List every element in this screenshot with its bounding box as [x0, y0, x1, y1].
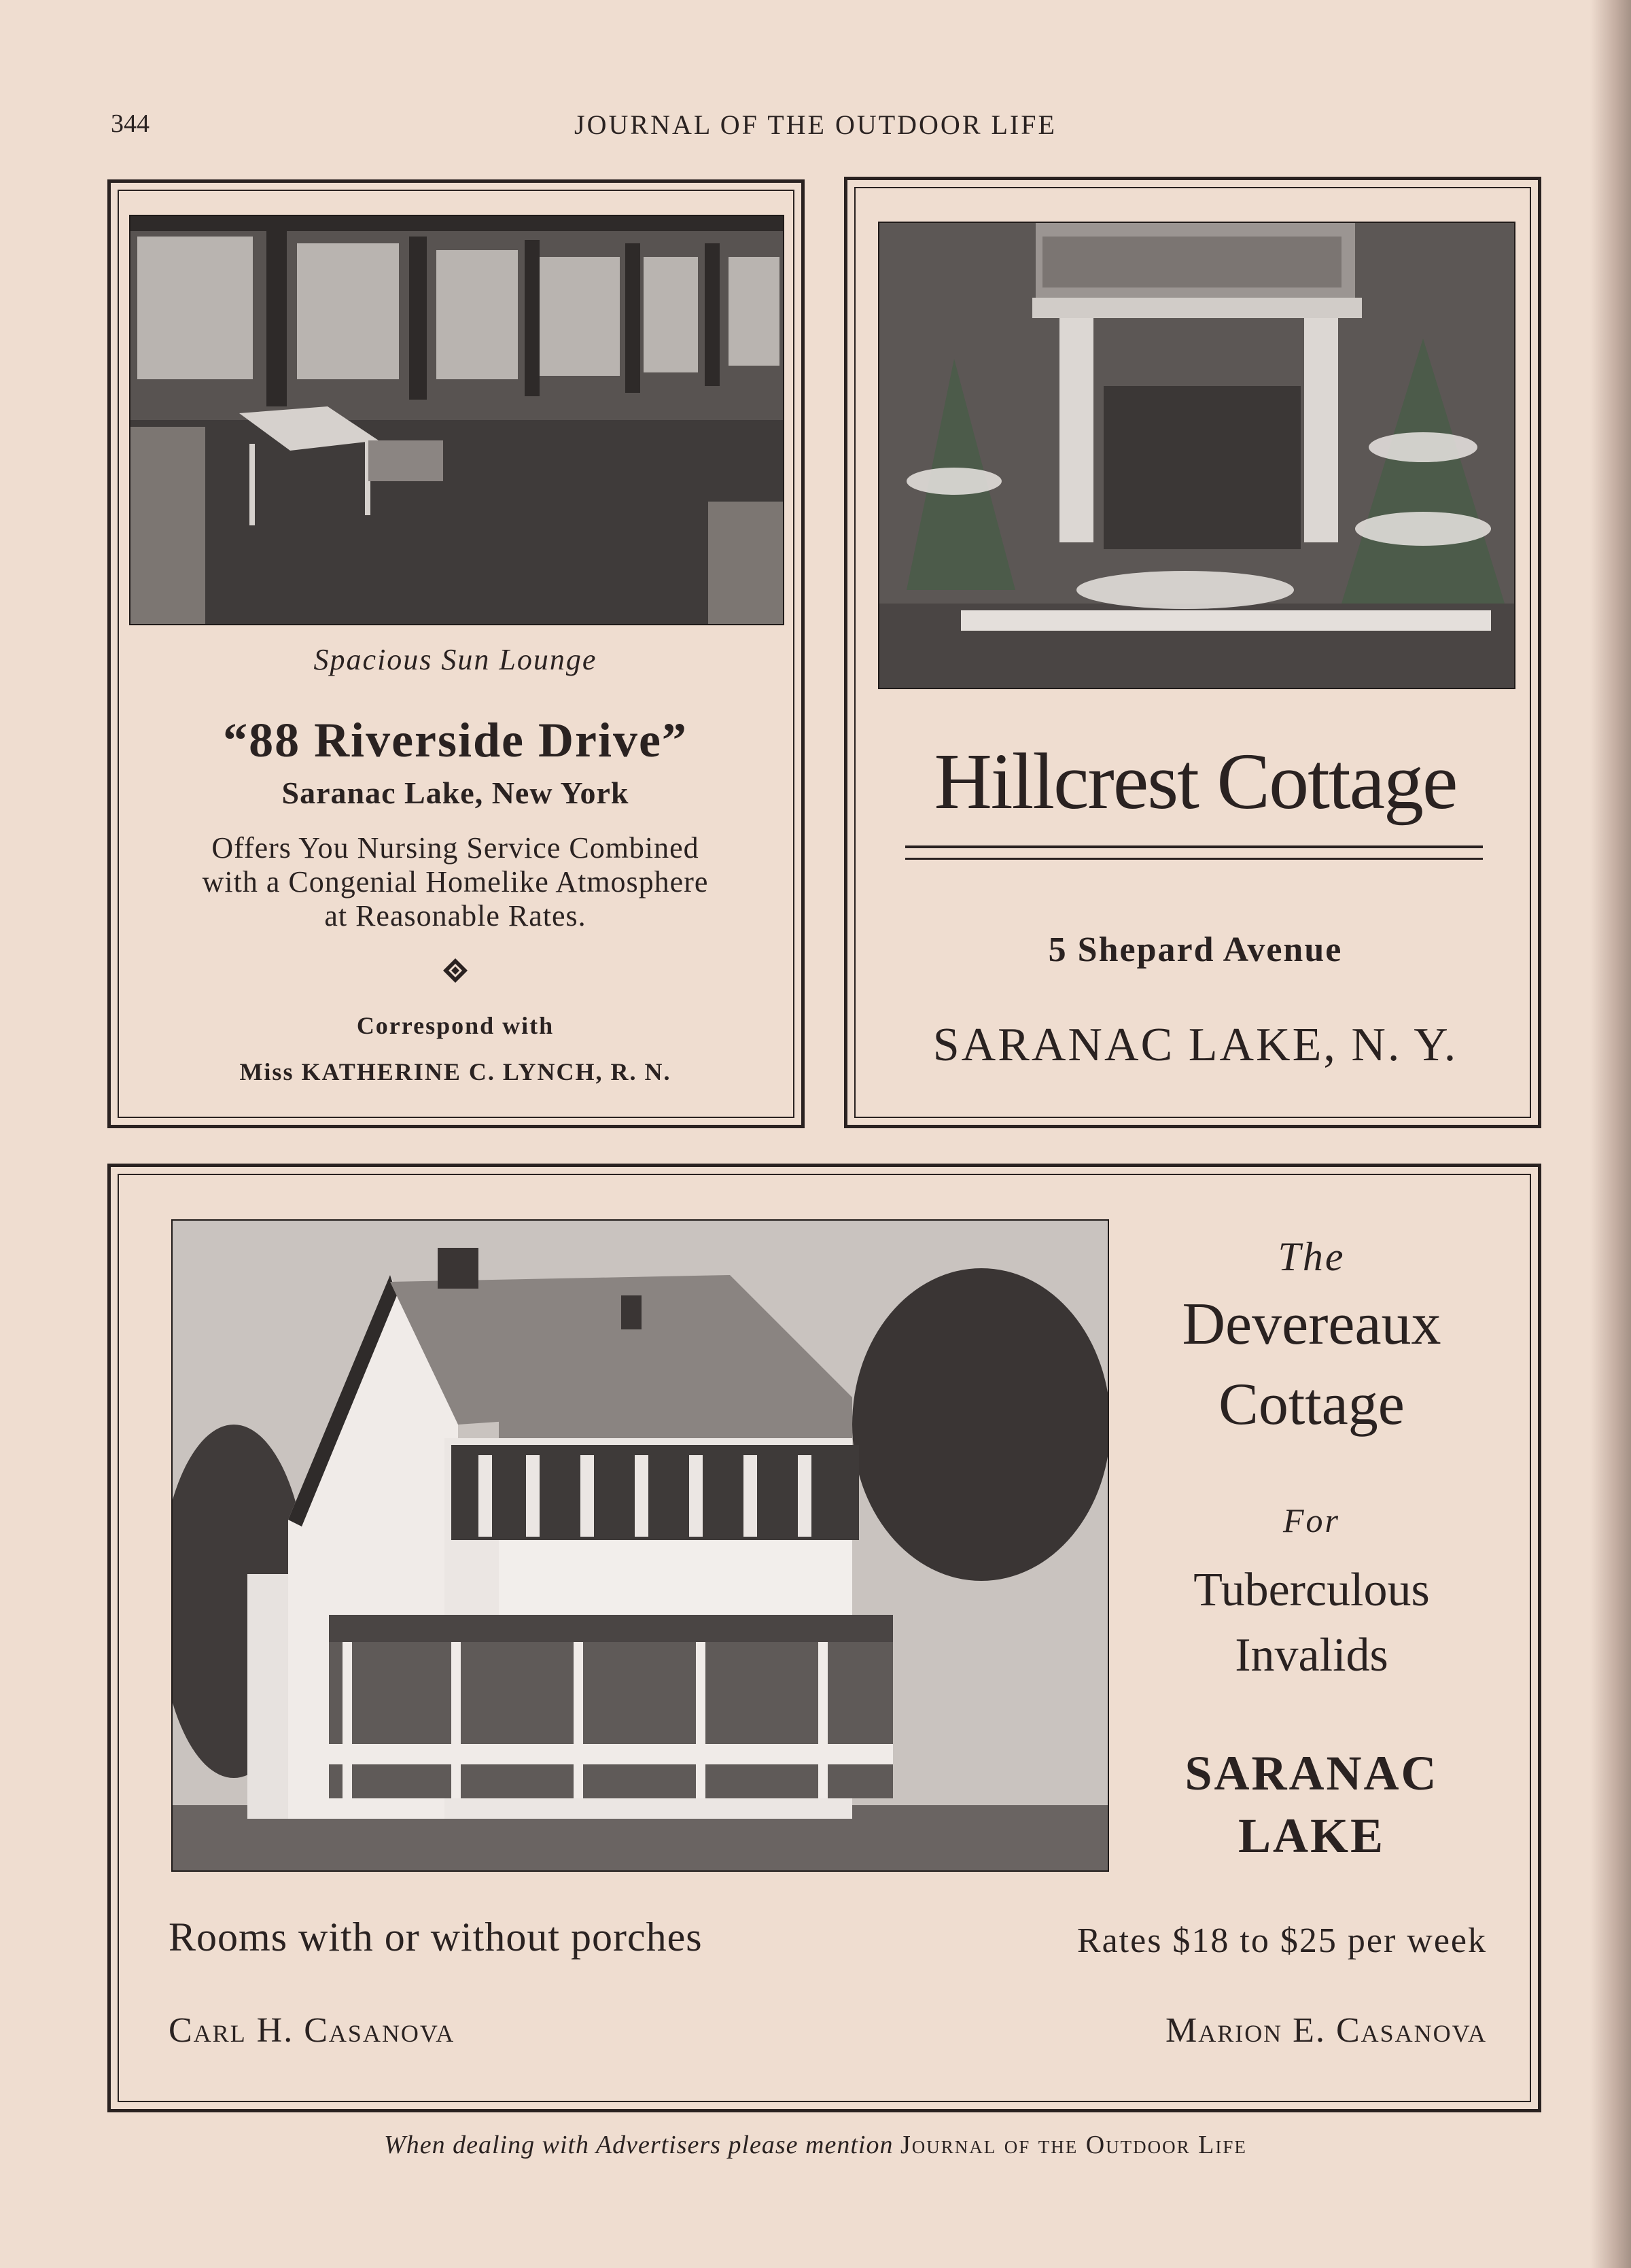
devereaux-purpose-line-1: Tuberculous: [1193, 1564, 1430, 1616]
devereaux-place-line-2: LAKE: [1238, 1809, 1386, 1863]
page-edge-shadow: [1590, 0, 1631, 2268]
devereaux-purpose-line-2: Invalids: [1235, 1629, 1388, 1681]
devereaux-name-line-2: Cottage: [1218, 1372, 1405, 1437]
devereaux-house-photo: [171, 1219, 1109, 1872]
advertiser-notice: [0, 2130, 1631, 2160]
hillcrest-porch-photo: [878, 222, 1515, 689]
riverside-offer-line-1: Offers You Nursing Service Combined: [211, 831, 699, 865]
riverside-offer-line-3: at Reasonable Rates.: [324, 899, 586, 932]
advertiser-notice-text: When dealing with Advertisers please mention: [384, 2131, 894, 2159]
sun-lounge-caption: Spacious Sun Lounge: [313, 643, 597, 676]
diamond-ornament-icon: [442, 957, 469, 984]
page-number: 344: [111, 109, 150, 138]
riverside-name: “88 Riverside Drive”: [223, 713, 688, 767]
devereaux-rates: Rates $18 to $25 per week: [1076, 1921, 1487, 1960]
sun-lounge-photo: [129, 215, 784, 625]
hillcrest-rule-bottom: [905, 858, 1483, 860]
devereaux-for: For: [1283, 1501, 1340, 1539]
riverside-location: Saranac Lake, New York: [281, 775, 629, 810]
advertiser-notice-journal: Journal of the Outdoor Life: [900, 2131, 1247, 2159]
riverside-contact: Miss KATHERINE C. LYNCH, R. N.: [239, 1058, 671, 1085]
devereaux-rooms: Rooms with or without porches: [169, 1915, 703, 1959]
devereaux-owner-right: Marion E. Casanova: [1165, 2011, 1487, 2050]
hillcrest-name: Hillcrest Cottage: [934, 737, 1457, 826]
riverside-offer-line-2: with a Congenial Homelike Atmosphere: [202, 865, 709, 899]
devereaux-place-line-1: SARANAC: [1185, 1746, 1439, 1800]
devereaux-name-line-1: Devereaux: [1182, 1291, 1441, 1357]
devereaux-owner-left: Carl H. Casanova: [169, 2011, 455, 2050]
hillcrest-city: SARANAC LAKE, N. Y.: [932, 1019, 1458, 1071]
devereaux-the: The: [1278, 1234, 1346, 1279]
hillcrest-address: 5 Shepard Avenue: [1048, 930, 1343, 969]
hillcrest-rule-top: [905, 845, 1483, 848]
riverside-correspond: Correspond with: [356, 1012, 555, 1039]
journal-header-title: JOURNAL OF THE OUTDOOR LIFE: [574, 109, 1057, 140]
